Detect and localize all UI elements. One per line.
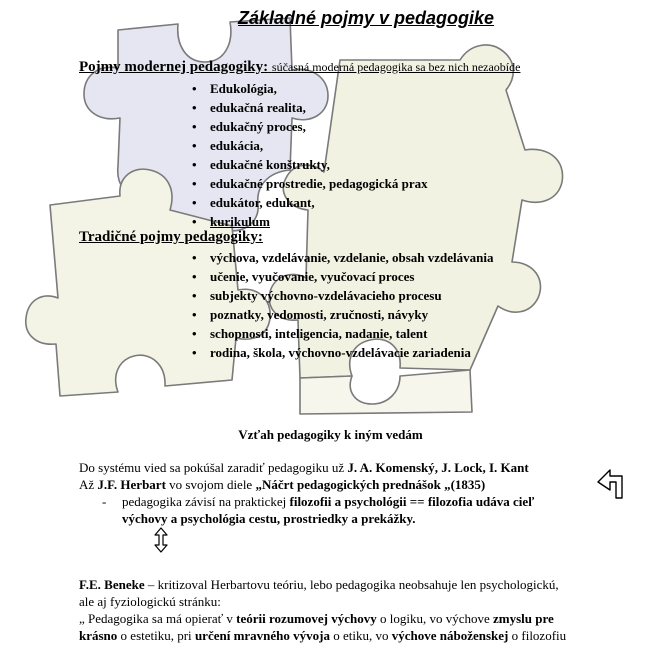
text-bold: výchove náboženskej — [391, 628, 509, 643]
text: Do systému vied sa pokúšal zaradiť pedagogiku už — [79, 460, 345, 475]
text: o filozofiu — [511, 628, 567, 643]
puzzle-piece-bottom — [300, 370, 472, 414]
up-down-arrow-icon — [153, 527, 169, 553]
beneke-name: F.E. Beneke — [79, 577, 145, 592]
relation-title: Vzťah pedagogiky k iným vedám — [238, 427, 423, 442]
beneke-quote-line-2 — [79, 627, 566, 644]
list-item: • edukačné konštrukty, — [188, 155, 428, 174]
relation-line-3 — [122, 493, 534, 510]
list-item: • edukácia, — [188, 136, 428, 155]
list-item: • schopnosti, inteligencia, nadanie, talent — [188, 324, 493, 343]
text: „ Pedagogika sa má opierať v — [79, 611, 233, 626]
text: o logiku, vo výchove — [379, 611, 490, 626]
text-bold: filozofii a psychológii == filozofia udáva cieľ — [289, 494, 535, 509]
text: pedagogika závisí na praktickej — [122, 494, 287, 509]
beneke-line-1 — [79, 576, 559, 593]
beneke-line-2: ale aj fyziologickú stránku: — [79, 594, 221, 609]
list-item: • rodina, škola, výchovno-vzdelávacie zariadenia — [188, 343, 493, 362]
traditional-heading: Tradičné pojmy pedagogiky: — [79, 229, 263, 245]
herbart-name: J.F. Herbart — [97, 477, 166, 492]
text-bold: určení mravného vývoja — [194, 628, 330, 643]
modern-heading — [79, 59, 520, 76]
modern-subtitle: súčasná moderná pedagogika sa bez nich nezaobíde — [271, 60, 521, 74]
relation-line-1 — [79, 459, 529, 476]
text: vo svojom diele — [169, 477, 253, 492]
relation-line-4 — [122, 510, 415, 527]
philosophers-names: J. A. Komenský, J. Lock, I. Kant — [347, 460, 529, 475]
text: – kritizoval Herbartovu teóriu, lebo pedagogika neobsahuje len psychologickú, — [147, 577, 559, 592]
text-bold: krásno — [79, 628, 118, 643]
modern-concepts-list — [188, 79, 428, 231]
list-item: • výchova, vzdelávanie, vzdelanie, obsah vzdelávania — [188, 248, 493, 267]
text: Až — [79, 477, 95, 492]
page-title: Základné pojmy v pedagogike — [238, 8, 495, 28]
list-item: • edukačná realita, — [188, 98, 428, 117]
list-item: • edukátor, edukant, — [188, 193, 428, 212]
list-item: • edukačný proces, — [188, 117, 428, 136]
beneke-quote-line-1 — [79, 610, 554, 627]
herbart-work: „Náčrt pedagogických prednášok „(1835) — [255, 477, 486, 492]
text-bold: výchovy a psychológia cestu, prostriedky a prekážky. — [122, 511, 416, 526]
relation-dash: - — [102, 494, 107, 509]
list-item: • subjekty výchovno-vzdelávacieho procesu — [188, 286, 493, 305]
text: o estetiku, pri — [120, 628, 192, 643]
list-item: • edukačné prostredie, pedagogická prax — [188, 174, 428, 193]
list-item: • Edukológia, — [188, 79, 428, 98]
text-bold: teórii rozumovej výchovy — [236, 611, 377, 626]
arrow-left-down-icon — [596, 468, 626, 502]
list-item: • kurikulum — [188, 212, 428, 231]
list-item: • učenie, vyučovanie, vyučovací proces — [188, 267, 493, 286]
traditional-concepts-list — [188, 248, 493, 362]
text-bold: zmyslu pre — [493, 611, 554, 626]
text: o etiku, vo — [333, 628, 389, 643]
list-item: • poznatky, vedomosti, zručnosti, návyky — [188, 305, 493, 324]
modern-heading-label: Pojmy modernej pedagogiky: — [79, 59, 269, 75]
relation-line-2 — [79, 476, 485, 493]
